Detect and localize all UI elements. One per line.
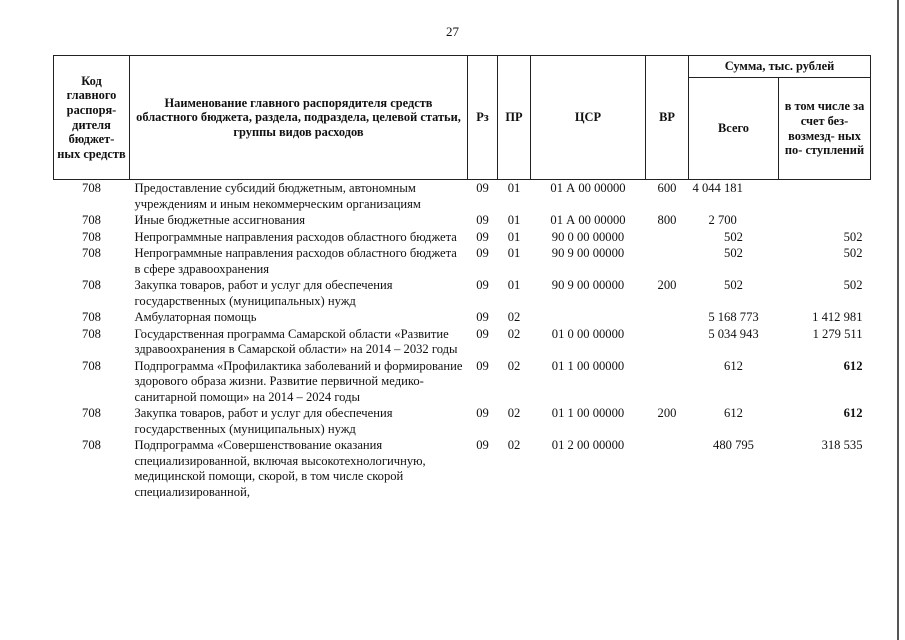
cell-rz: 09: [476, 229, 489, 244]
cell-name: Непрограммные направления расходов областного бюджета в сфере здравоохранения: [134, 246, 457, 276]
cell-vr: [646, 437, 689, 500]
cell-csr: 01 0 00 00000: [551, 326, 625, 341]
cell-vr: [646, 245, 689, 277]
cell-vr: [646, 229, 689, 246]
cell-vr: [646, 326, 689, 358]
cell-name: Амбулаторная помощь: [134, 310, 257, 324]
cell-csr: 01 2 00 00000: [551, 438, 625, 452]
cell-code: 708: [82, 278, 101, 292]
table-row: [54, 212, 871, 229]
cell-name: Непрограммные направления расходов областного бюджета: [134, 229, 457, 244]
cell-rz: 09: [476, 181, 489, 195]
cell-free: 1 412 981: [812, 310, 863, 324]
cell-pr: 02: [507, 326, 521, 341]
cell-csr: 90 9 00 00000: [551, 278, 625, 292]
cell-code: 708: [82, 326, 101, 341]
cell-code: 708: [82, 310, 101, 324]
table-row: [54, 245, 871, 277]
cell-rz: 09: [476, 278, 489, 292]
cell-pr: 02: [507, 358, 521, 373]
cell-vr: [646, 309, 689, 326]
header-pr: ПР: [498, 56, 531, 180]
cell-vr: 200: [657, 406, 677, 420]
cell-code: 708: [82, 213, 101, 227]
cell-vr: 600: [657, 181, 677, 195]
cell-code: 708: [82, 406, 101, 420]
scan-edge-line: [897, 0, 899, 640]
header-total: Всего: [689, 78, 779, 180]
table-row: [54, 309, 871, 326]
cell-free: 502: [843, 229, 863, 244]
cell-total: 502: [724, 278, 743, 292]
cell-free: 1 279 511: [812, 326, 863, 341]
cell-total: 612: [724, 358, 743, 373]
cell-free: [779, 180, 871, 213]
header-sum-group: Сумма, тыс. рублей: [689, 56, 871, 78]
cell-vr: [646, 358, 689, 406]
cell-code: 708: [82, 438, 101, 452]
cell-total: 4 044 181: [692, 181, 743, 195]
cell-rz: 09: [476, 246, 489, 260]
table-row: [54, 326, 871, 358]
cell-name: Подпрограмма «Профилактика заболеваний и формирование здорового образа жизни. Развитие первичной медико-санитарной помощи» на 2014 – 2024 годы: [134, 358, 463, 404]
cell-pr: 02: [507, 406, 521, 420]
budget-table: [53, 55, 871, 500]
cell-pr: 01: [507, 246, 521, 260]
cell-csr: [531, 309, 646, 326]
cell-rz: 09: [476, 213, 489, 227]
table-row: [54, 229, 871, 246]
cell-csr: 90 0 00 00000: [551, 229, 625, 244]
cell-pr: 01: [507, 181, 521, 195]
cell-rz: 09: [476, 326, 489, 341]
table-row: [54, 405, 871, 437]
header-code: Код главного распоря- дителя бюджет- ных средств: [54, 56, 130, 180]
cell-free: 318 535: [821, 438, 863, 452]
cell-free: [779, 212, 871, 229]
cell-free: 502: [843, 278, 863, 292]
cell-rz: 09: [476, 358, 489, 373]
cell-free: 612: [843, 406, 863, 420]
cell-total: 502: [724, 229, 743, 244]
table-row: [54, 277, 871, 309]
cell-pr: 01: [507, 278, 521, 292]
cell-rz: 09: [476, 310, 489, 324]
table-row: [54, 358, 871, 406]
cell-csr: 01 1 00 00000: [551, 406, 625, 420]
cell-code: 708: [82, 229, 101, 244]
cell-csr: 01 1 00 00000: [551, 358, 625, 373]
cell-name: Иные бюджетные ассигнования: [134, 213, 306, 227]
cell-csr: 01 А 00 00000: [550, 181, 626, 195]
cell-rz: 09: [476, 438, 489, 452]
header-free: в том числе за счет без- возмезд- ных по- ступлений: [779, 78, 871, 180]
cell-name: Государственная программа Самарской области «Развитие здравоохранения в Самарской области» на 2014 – 2032 годы: [134, 326, 458, 356]
cell-vr: 800: [657, 213, 677, 227]
cell-code: 708: [82, 358, 101, 373]
cell-vr: 200: [657, 278, 677, 292]
cell-csr: 90 9 00 00000: [551, 246, 625, 260]
cell-pr: 01: [507, 229, 521, 244]
cell-pr: 02: [507, 438, 521, 452]
cell-name: Закупка товаров, работ и услуг для обеспечения государственных (муниципальных) нужд: [134, 278, 393, 308]
header-csr: ЦСР: [531, 56, 646, 180]
cell-free: 612: [843, 358, 863, 373]
cell-total: 480 795: [713, 438, 754, 452]
cell-rz: 09: [476, 406, 489, 420]
cell-total: 2 700: [708, 213, 737, 227]
cell-total: 5 168 773: [708, 310, 759, 324]
table-body: [54, 180, 871, 501]
cell-name: Предоставление субсидий бюджетным, автономным учреждениям и иным некоммерческим организациям: [134, 181, 421, 211]
cell-total: 5 034 943: [708, 326, 759, 341]
header-rz: Рз: [468, 56, 498, 180]
cell-csr: 01 А 00 00000: [550, 213, 626, 227]
cell-code: 708: [82, 181, 101, 195]
table-row: [54, 437, 871, 500]
cell-free: 502: [843, 246, 863, 260]
cell-pr: 01: [507, 213, 521, 227]
cell-total: 502: [724, 246, 743, 260]
table-row: [54, 180, 871, 213]
cell-code: 708: [82, 246, 101, 260]
page-number: 27: [446, 24, 459, 39]
cell-pr: 02: [507, 310, 521, 324]
header-vr: ВР: [646, 56, 689, 180]
header-name: Наименование главного распорядителя средств областного бюджета, раздела, подраздела, целевой статьи, группы видов расходов: [130, 56, 468, 180]
table-header: [54, 56, 871, 180]
cell-total: 612: [724, 406, 743, 420]
cell-name: Закупка товаров, работ и услуг для обеспечения государственных (муниципальных) нужд: [134, 406, 393, 436]
cell-name: Подпрограмма «Совершенствование оказания специализированной, включая высокотехнологичную, медицинской помощи, скорой, в том числе скорой специализированной,: [134, 438, 426, 499]
